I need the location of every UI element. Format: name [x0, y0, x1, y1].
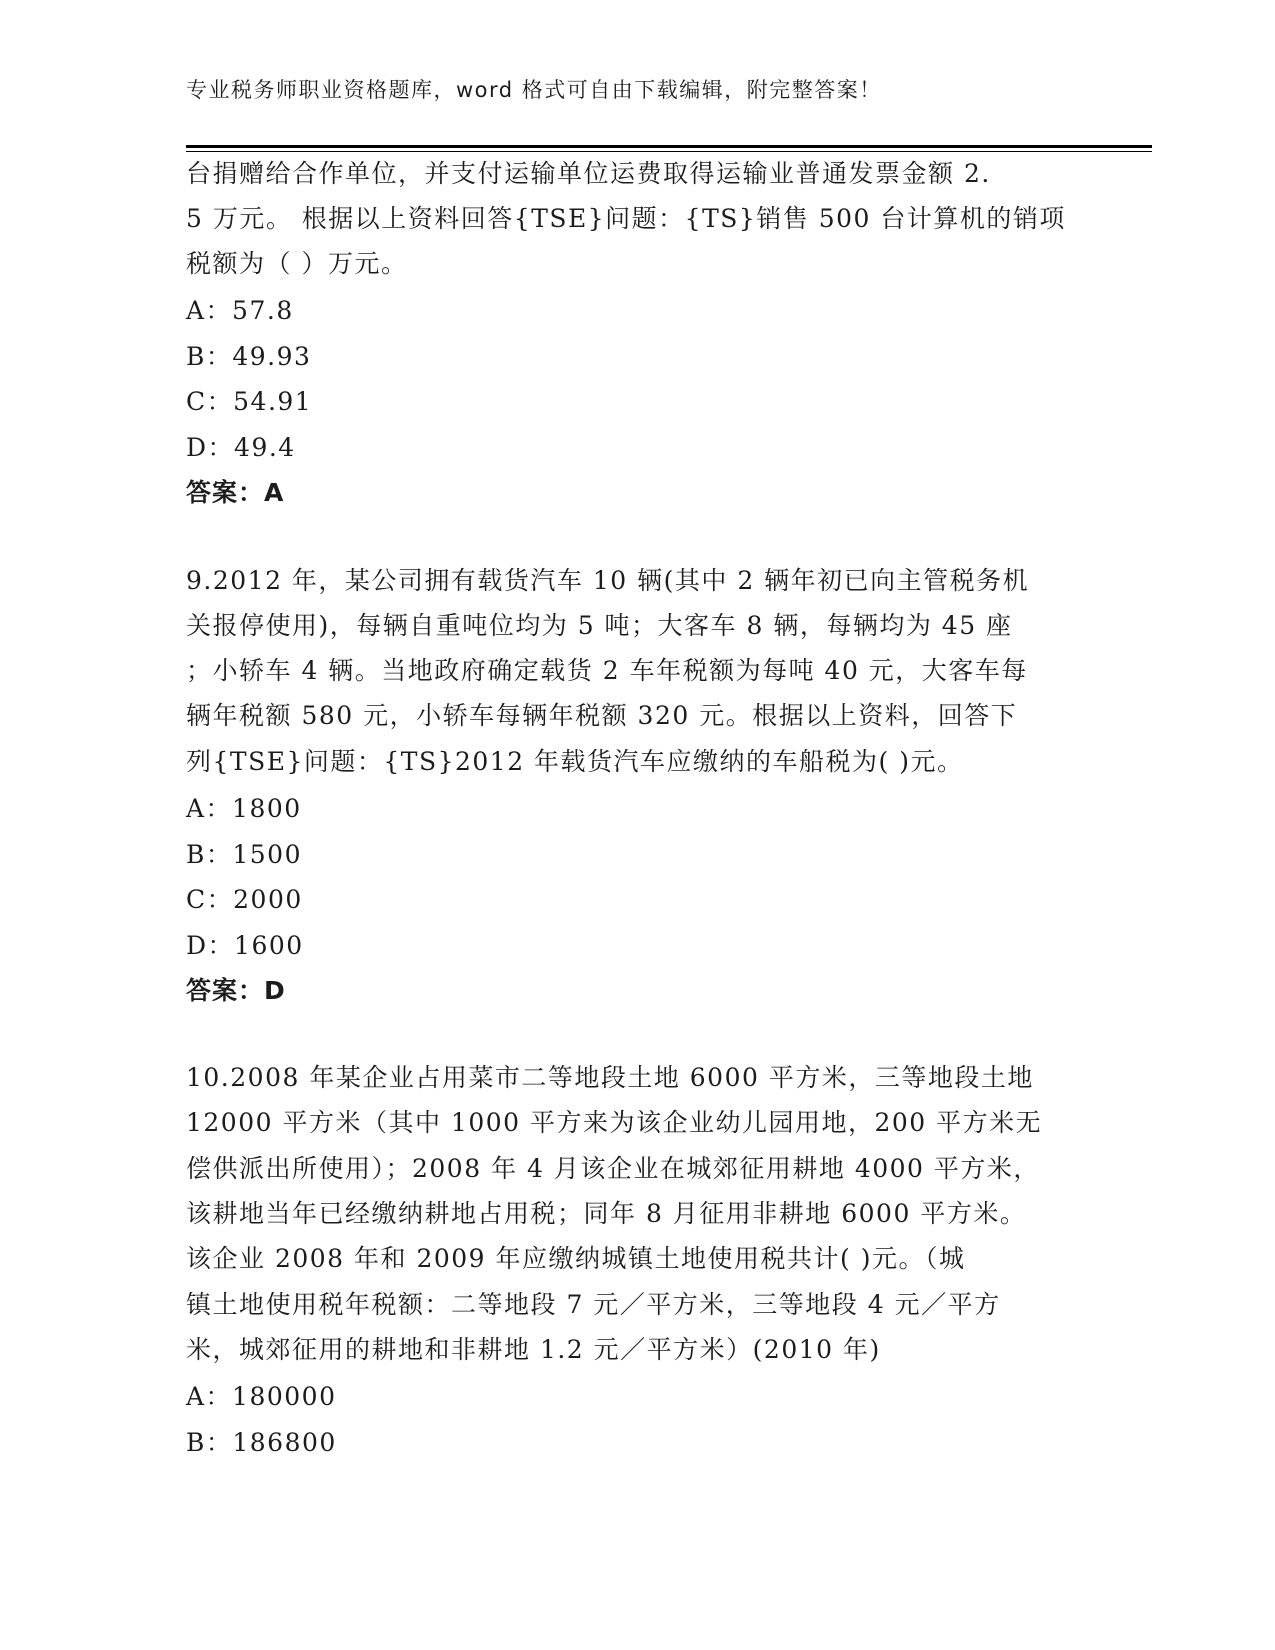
q9-option-d: D：1600	[186, 931, 304, 960]
q8-option-d: D：49.4	[186, 433, 296, 462]
page-header: 专业税务师职业资格题库，word 格式可自由下载编辑，附完整答案！	[186, 78, 882, 102]
q9-text-line-3: ；小轿车 4 辆。当地政府确定载货 2 车年税额为每吨 40 元，大客车每	[186, 656, 1028, 685]
q9-option-a: A：1800	[186, 794, 302, 823]
q10-text-line-5: 该企业 2008 年和 2009 年应缴纳城镇土地使用税共计( )元。（城	[186, 1244, 966, 1273]
q9-text-line-2: 关报停使用)，每辆自重吨位均为 5 吨；大客车 8 辆，每辆均为 45 座	[186, 611, 1013, 640]
q8-answer: 答案：A	[186, 478, 285, 507]
q9-option-c: C：2000	[186, 885, 303, 914]
q10-option-b: B：186800	[186, 1428, 337, 1457]
q8-option-a: A：57.8	[186, 296, 294, 325]
q9-text-line-1: 9.2012 年，某公司拥有载货汽车 10 辆(其中 2 辆年初已向主管税务机	[186, 566, 1030, 595]
q8-option-b: B：49.93	[186, 342, 312, 371]
q8-option-c: C：54.91	[186, 387, 313, 416]
q10-text-line-1: 10.2008 年某企业占用菜市二等地段土地 6000 平方米，三等地段土地	[186, 1063, 1034, 1092]
q10-text-line-6: 镇土地使用税年税额：二等地段 7 元／平方米，三等地段 4 元／平方	[186, 1290, 1001, 1319]
q9-option-b: B：1500	[186, 840, 302, 869]
q9-answer: 答案：D	[186, 976, 286, 1005]
q9-text-line-4: 辆年税额 580 元，小轿车每辆年税额 320 元。根据以上资料，回答下	[186, 701, 1018, 730]
header-rule-thin	[186, 151, 1152, 152]
q10-option-a: A：180000	[186, 1382, 337, 1411]
q10-text-line-7: 米，城郊征用的耕地和非耕地 1.2 元／平方米）(2010 年)	[186, 1335, 881, 1364]
q10-text-line-2: 12000 平方米（其中 1000 平方来为该企业幼儿园用地，200 平方米无	[186, 1108, 1043, 1137]
q8-text-line-2: 5 万元。 根据以上资料回答{TSE}问题：{TS}销售 500 台计算机的销项	[186, 204, 1066, 233]
header-rule-thick	[186, 145, 1152, 148]
q8-text-line-1: 台捐赠给合作单位，并支付运输单位运费取得运输业普通发票金额 2.	[186, 159, 991, 188]
q10-text-line-4: 该耕地当年已经缴纳耕地占用税；同年 8 月征用非耕地 6000 平方米。	[186, 1199, 1027, 1228]
q10-text-line-3: 偿供派出所使用）；2008 年 4 月该企业在城郊征用耕地 4000 平方米，	[186, 1154, 1040, 1183]
q8-text-line-3: 税额为（ ）万元。	[186, 249, 408, 278]
q9-text-line-5: 列{TSE}问题：{TS}2012 年载货汽车应缴纳的车船税为( )元。	[186, 747, 964, 776]
